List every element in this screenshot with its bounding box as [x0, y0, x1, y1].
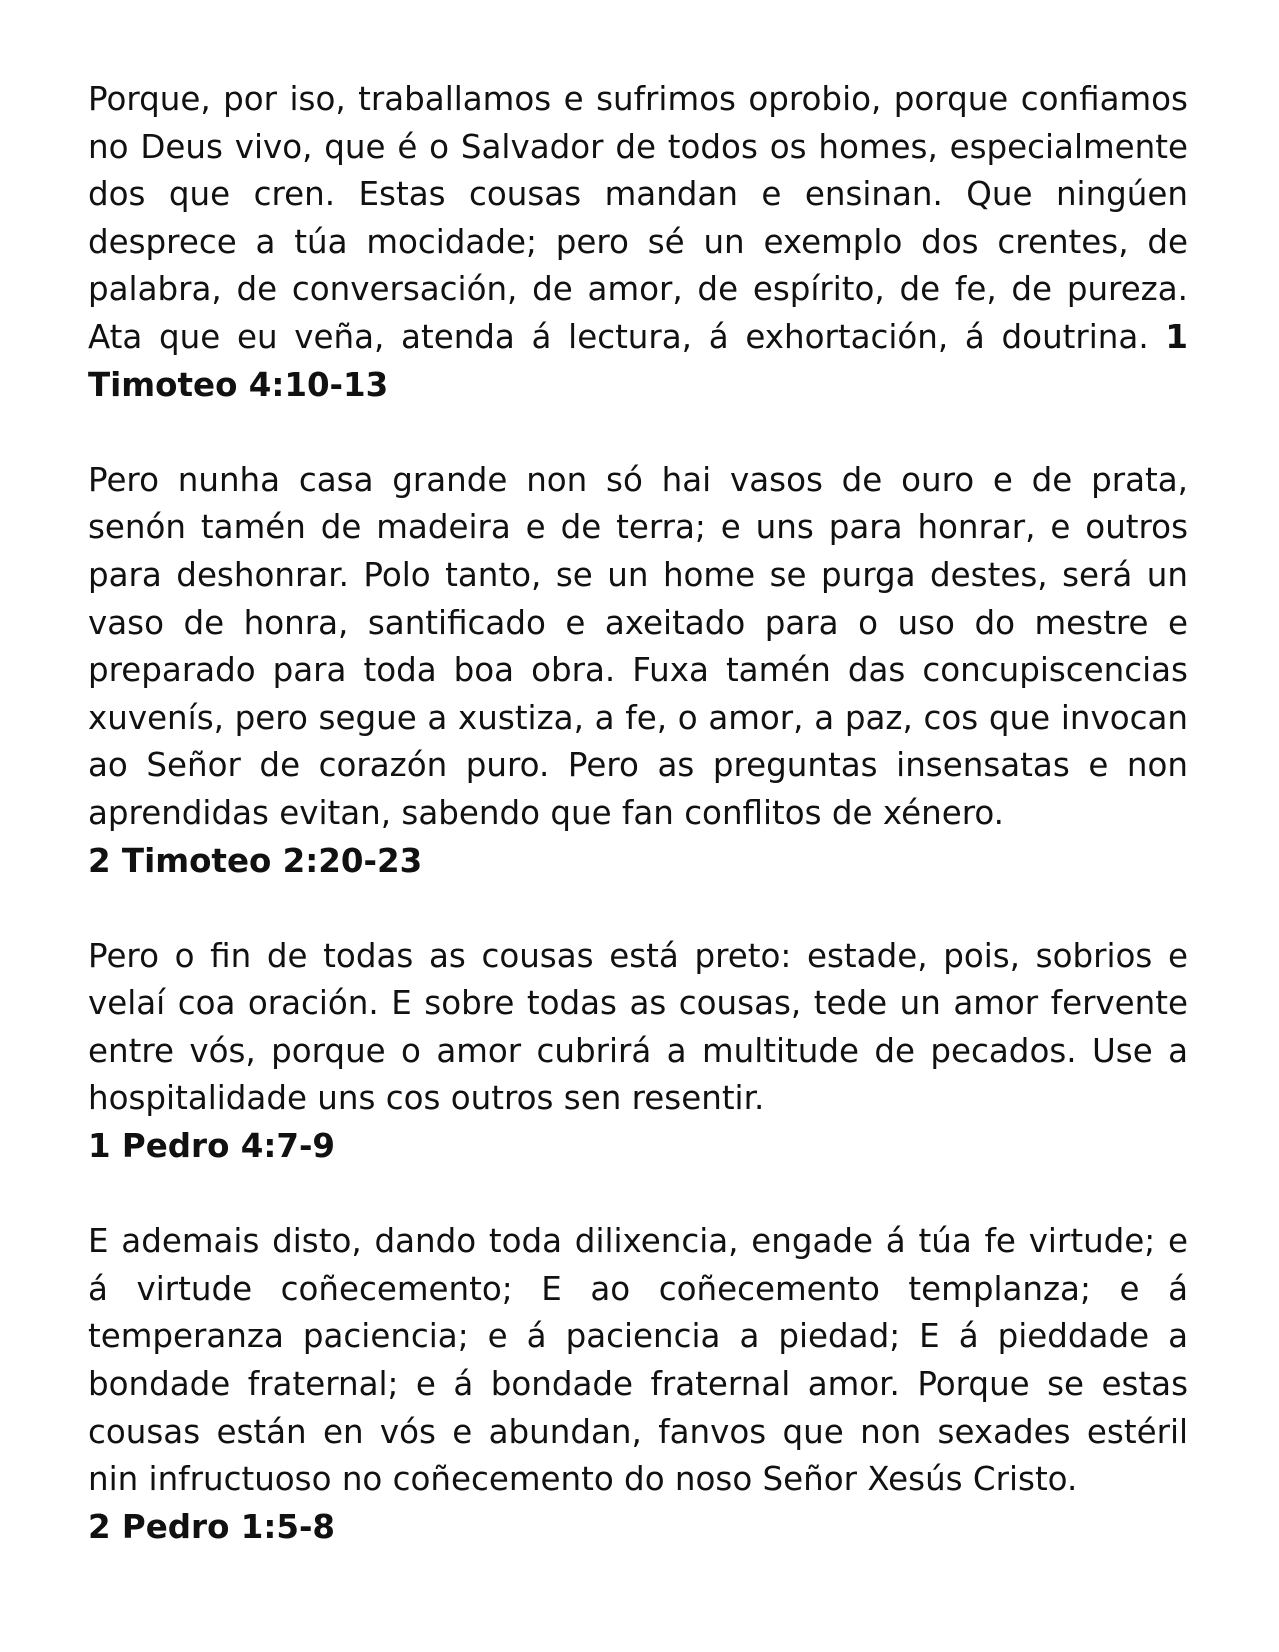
passage-reference: 1 Pedro 4:7-9 [88, 1127, 336, 1166]
passage-text: Pero nunha casa grande non só hai vasos de ouro e de prata, senón tamén de madeira e de terra; e uns para honrar, e outros para deshonrar. Polo tanto, se un home se purga destes, será un vaso de honra, santificado e axeitado para o uso do mestre e preparado para toda boa obra. Fuxa tamén das concupiscencias xuvenís, pero segue a xustiza, a fe, o amor, a paz, cos que invocan ao Señor de corazón puro. Pero as preguntas insensatas e non aprendidas evitan, sabendo que fan conflitos de xénero. [88, 460, 1188, 832]
passage-4 [88, 1218, 1188, 1551]
passage-3 [88, 933, 1188, 1171]
document-page [88, 76, 1188, 1599]
passage-text: E ademais disto, dando toda dilixencia, engade á túa fe virtude; e á virtude coñecemento; E ao coñecemento templanza; e á temperanza paciencia; e á paciencia a piedad; E á pieddade a bondade fraternal; e á bondade fraternal amor. Porque se estas cousas están en vós e abundan, fanvos que non sexades estéril nin infructuoso no coñecemento do noso Señor Xesús Cristo. [88, 1222, 1188, 1499]
passage-text: Pero o fin de todas as cousas está preto: estade, pois, sobrios e velaí coa oración. E sobre todas as cousas, tede un amor fervente entre vós, porque o amor cubrirá a multitude de pecados. Use a hospitalidade uns cos outros sen resentir. [88, 936, 1188, 1118]
passage-reference: 2 Timoteo 2:20-23 [88, 841, 423, 880]
passage-text: Porque, por iso, traballamos e sufrimos oprobio, porque confiamos no Deus vivo, que é o Salvador de todos os homes, especialmente dos que cren. Estas cousas mandan e ensinan. Que ningúen desprece a túa mocidade; pero sé un exemplo dos crentes, de palabra, de conversación, de amor, de espírito, de fe, de pureza. Ata que eu veña, atenda á lectura, á exhortación, á doutrina. [88, 80, 1188, 356]
passage-2 [88, 457, 1188, 885]
passage-reference: 1 Timoteo 4:10-13 [88, 317, 1188, 404]
passage-reference: 2 Pedro 1:5-8 [88, 1507, 336, 1546]
passage-1 [88, 76, 1188, 409]
